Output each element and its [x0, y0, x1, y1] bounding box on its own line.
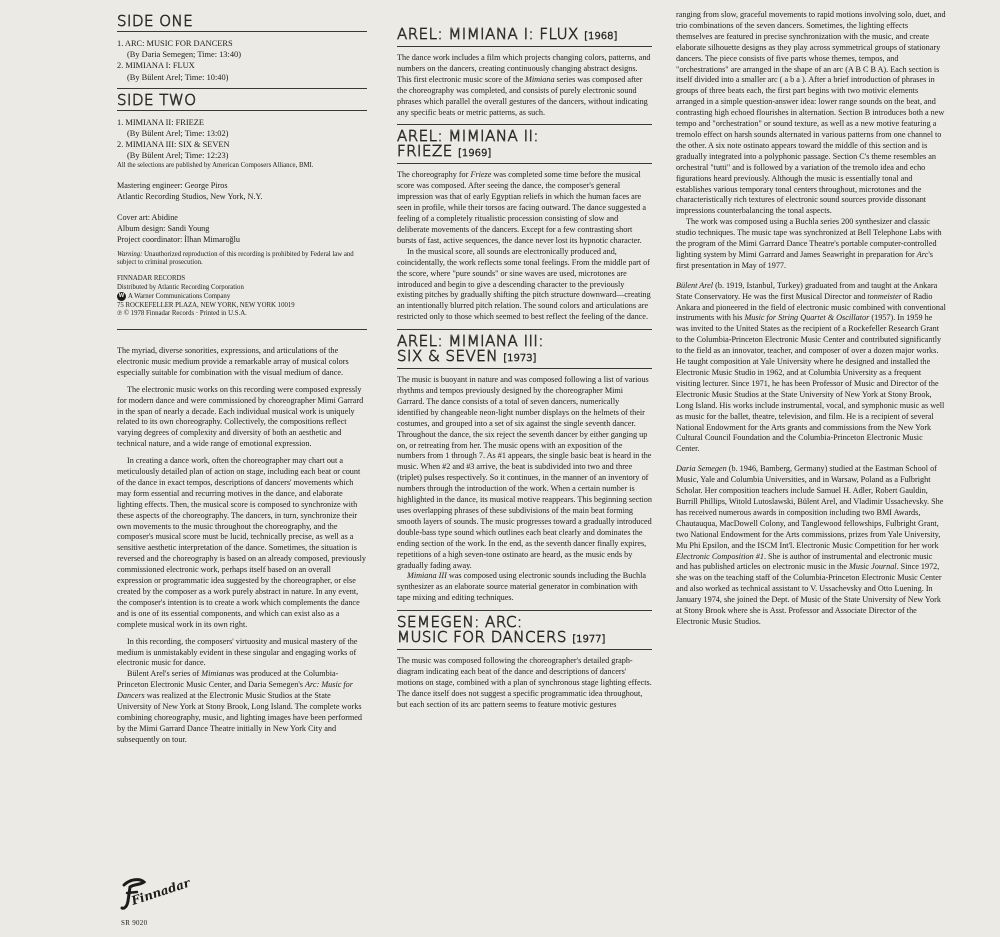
side-two-tracklist	[117, 117, 367, 162]
warning-label: Warning:	[117, 250, 143, 258]
album-design-credit: Album design: Sandi Young	[117, 223, 210, 233]
text-run-italic: Bülent Arel	[676, 280, 714, 290]
right-column	[676, 0, 946, 628]
flux-heading-text: AREL: MIMIANA I: FLUX	[397, 25, 579, 43]
text-run: The choreography for	[397, 170, 471, 180]
text-run-italic: Music for String Quartet & Oscillator	[744, 313, 870, 323]
frieze-heading-line-1: AREL: MIMIANA II:	[397, 127, 539, 146]
label-address: 75 ROCKEFELLER PLAZA, NEW YORK, NEW YORK 10019	[117, 301, 295, 309]
middle-column	[397, 0, 652, 711]
frieze-paragraph-2: In the musical score, all sounds are electronically produced and, coincidentally, the work reflects some tonal feelings. From the middle part of the score, where "pure sounds" or sine waves are used, microtones are introduced and begin to give a descending character to the previously existing pitches by gradually shifting the pitch structure downward—creating an intentionally blurred pitch relation. The sound colors and articulations are restricted only to those which seemed to best reflect the feeling of the dance.	[397, 246, 651, 322]
text-run: of Radio Ankara and pioneered in the field of electronic music combined with conventional instruments with his	[676, 291, 946, 323]
intro-paragraph-1: The myriad, diverse sonorities, expressions, and articulations of the electronic music medium provide a remarkable array of musical colors especially suitable for combination with the visual medium of dance.	[117, 345, 349, 377]
intro-paragraph-4: In this recording, the composers' virtuosity and musical mastery of the medium is unmistakably evident in these singular and engaging works of electronic music for dance.	[117, 636, 358, 668]
label-company	[117, 292, 367, 302]
publisher-note: All the selections are published by American Composers Alliance, BMI.	[117, 161, 314, 169]
text-run: series was composed after the choreography was completed, and consists of purely electronic sound phrases which parallel the overall gestures of the dancers, without indicating any specific beats or metric patterns, as such.	[397, 74, 648, 117]
frieze-year: [1969]	[458, 148, 492, 160]
arel-bio	[676, 281, 946, 456]
intro-paragraph-2: The electronic music works on this recording were composed expressly for modern dance and were commissioned by choreographer Mimi Garrard in the span of nearly a decade. Each individual musical work is uniquely related to its own choreography. Collectively, the compositions reflect varying degrees of complexity and diversity of both an aesthetic and technical nature, and a wide range of emotional expression.	[117, 384, 364, 449]
text-run-italic: Arc	[916, 249, 929, 259]
project-coordinator-credit: Project coordinator: İlhan Mimaroğlu	[117, 234, 241, 244]
mastering-engineer: Mastering engineer: George Piros	[117, 181, 228, 191]
arc-paragraph-1: The music was composed following the choreographer's detailed graph-diagram indicating each beat of the dance and descriptions of dancers' motions on stage, combined with a plan of synchronous stage lighting effects. The dance itself does not suggest a specific programmatic idea throughout, but each section of its arc pattern seems to feature motivic gestures	[397, 656, 652, 709]
text-run-italic: tonmeister	[867, 291, 902, 301]
intro-paragraph-5	[117, 669, 367, 745]
text-run: 's first presentation in May of 1977.	[676, 249, 933, 270]
arc-heading-line-1: SEMEGEN: ARC:	[397, 613, 523, 632]
arc-heading-text: MUSIC FOR DANCERS	[397, 628, 567, 647]
side-two-heading: SIDE TWO	[117, 90, 197, 109]
text-run: . Since 1972, she was on the teaching staff of the Columbia-Princeton Electronic Music Center and also worked as technical assistant to V. Ussachevsky and Otto Luening. In January 1974, she joined the Dept. of Music of the State University of New York at Stony Brook where she is Asst. Professor and Associate Director of the Electronic Music Studios.	[676, 562, 942, 626]
text-run-italic: Music Journal	[849, 562, 897, 572]
track-credit: (By Bülent Arel; Time: 12:23)	[127, 151, 229, 161]
track-credit: (By Daria Semegen; Time: 13:40)	[127, 50, 241, 60]
track-credit: (By Bülent Arel; Time: 10:40)	[127, 72, 229, 82]
text-run-italic: Mimiana III	[407, 571, 447, 581]
text-run: (1957). In 1959 he was invited to the United States as the recipient of a Rockefeller Research Grant to the Columbia-Princeton Electronic Music Center and contributed significantly to the field as an innovator, teacher, and composer of over a dozen major works. He taught composition at Yale University where he designed and installed the Electronic Music Studio in 1962, and at Columbia University as a frequent visiting lecturer. Since 1971, he has been Professor of Music and Director of the Electronic Music Studios at the State University of New York at Stony Brook, Long Island. His works include instrumental, vocal, and symphonic music as well as music for the ballet, theatre, television, and film. He is a recipient of several National Endowment for the Arts grants and commissions from the New York Cultural Council Foundation and the Columbia-Princeton Electronic Music Center.	[676, 313, 945, 454]
frieze-paragraph-1	[397, 170, 652, 246]
text-run: (b. 1919, Istanbul, Turkey) graduated from and taught at the Ankara State Conservatory. He was the first Musical Director and	[676, 280, 938, 301]
semegen-bio	[676, 464, 946, 628]
warner-logo-icon: W	[118, 293, 125, 300]
six-seven-heading-text: SIX & SEVEN	[397, 347, 498, 366]
text-run: was composed using electronic sounds including the Buchla synthesizer as an elaborate source material generator in combination with tape mixing and editing techniques.	[397, 571, 646, 603]
arc-year: [1977]	[572, 634, 606, 646]
left-column	[117, 0, 367, 746]
text-run: (b. 1946, Bamberg, Germany) studied at the Eastman School of Music, Yale and Columbia Universities, and in Warsaw, Poland as a Fulbright Scholar. Her composition teachers include Samuel H. Adler, Robert Gauldin, Burrill Phillips, Witold Lutoslawski, Bülent Arel, and Vladimir Ussachevsky. She has received numerous awards in composition including two BMI Awards, Chautauqua, MacDowell Colony, and Tanglewood fellowships, Fulbright Grant, two National Endowment for the Arts commissions, prizes from Yale University, Mu Phi Epsilon, and the ISCM Int'l. Electronic Music Competition for her work	[676, 464, 944, 550]
label-copyright: ℗ © 1978 Finnadar Records · Printed in U.S.A.	[117, 310, 247, 318]
text-run-italic: Electronic Composition #1	[676, 551, 764, 561]
text-run-italic: Daria Semegen	[676, 464, 727, 474]
six-seven-heading-line-1: AREL: MIMIANA III:	[397, 332, 544, 351]
text-run: was completed some time before the musical score was composed. After seeing the dance, the composer's general impression was that of early Egyptian reliefs in which the human faces are seen in profile, while their torsos are facing outward. The dance suggested a feeling of a completely ritualistic procession consisting of slow and deliberate movements of the dancers. Except for a few contrasting short bursts of fast, active sequences, the dance never lost its hypnotic character.	[397, 170, 647, 245]
text-run: Bülent Arel's series of	[127, 669, 202, 679]
track-credit: (By Bülent Arel; Time: 13:02)	[127, 129, 229, 139]
frieze-heading	[397, 144, 652, 161]
arc-heading	[397, 630, 652, 647]
text-run-italic: Mimianas	[201, 669, 234, 679]
flux-year: [1968]	[584, 31, 618, 42]
warning-text: Unauthorized reproduction of this recording is prohibited by Federal law and subject to criminal prosecution.	[117, 250, 354, 267]
text-run-italic: Frieze	[470, 170, 492, 180]
arc-paragraph-2: ranging from slow, graceful movements to rapid motions involving solo, duet, and trio combinations of the seven dancers. Sometimes, the lighting effects themselves are featured in precise synchronization with the music, and create elaborate silhouette designs as they play across symmetrical groups of stationary dancers. The piece consists of five parts whose themes, tempos, and "orchestrations" are arranged in the shape of an arc (A B C B A). Each section is itself divided into a smaller arc ( a b a ). After a brief introduction of phrases in groups of three beats each, the first part begins with two motivic elements arranged in a simple question-answer idea: lower range sounds on the beat, and contrasting high echoed flourishes in alternation. Section B introduces both a new tempo and "orchestration" or sound texture, as well as a new motive featuring a tremolo effect on harsh sounds alternated in various patterns from one channel to the other. A six note ostinato appears toward the middle of this section and is gradually integrated into a polyphonic passage. Section C's theme resembles an orchestral "tutti" and is followed by a variation of the tremolo idea and echo figurations heard previously. Although the music is essentially tonal and establishes various temporary tonal centers throughout, microtones and the characteristically rich textures of electronic sound sources provide dissonant impressions counterbalancing the tonal aspects.	[676, 10, 946, 216]
track-title: 2. MIMIANA III: SIX & SEVEN	[117, 140, 230, 150]
text-run: The dance work includes a film which projects changing colors, patterns, and numbers on the dancers, creating continuously changing abstract designs. This first electronic music score of the	[397, 53, 651, 84]
arc-paragraph-3	[676, 217, 946, 272]
intro-paragraph-3: In creating a dance work, often the choreographer may chart out a meticulously detailed plan of action on stage, including each beat or count of the dance in exact tempos, descriptions of dancers' movements which may form essential and recurring motives in the dance, and elaborate lighting effects. Then, the musical score is composed to synchronize with these aspects of the choreography. The dancers, in turn, synchronize their own movements to the music throughout the choreography, and the composer's musical score must be lucid, technically precise, as well as a sensitive aesthetic interpretation of the dance. Sometimes, the situation is reversed and the choreography is based on an already composed, previously commissioned electronic work, perhaps itself based on an overall expression or programmatic idea suggested by the choreographer, or else created by the composer as a work purely abstract in nature. In any event, the composer's intention is to create a work which complements the dance and is one of its essential components, and which can exist also as a complete musical work in its own right.	[117, 456, 366, 629]
mastering-studio: Atlantic Recording Studios, New York, N.Y.	[117, 192, 263, 202]
text-run: was realized at the Electronic Music Studios at the State University of New York at Stony Brook, Long Island. The complete works combining choreography, music, and lighting images have been performed by the Mimi Garrard Dance Theatre initially in New York City and subsequently on tour.	[117, 691, 363, 744]
text-run: The work was composed using a Buchla series 200 synthesizer and classic studio techniques. The music tape was synchronized at Bell Telephone Labs with the program of the Mimi Garrard Dance Theatre's portable computer-controlled lighting system by Mimi Garrard and James Seawright in preparation for	[676, 217, 942, 259]
cover-art-credit: Cover art: Abidine	[117, 213, 178, 223]
track-title: 1. MIMIANA II: FRIEZE	[117, 117, 205, 127]
side-one-tracklist	[117, 38, 367, 83]
text-run: was produced at the Columbia-Princeton Electronic Music Center, and Daria Semegen's	[117, 669, 339, 690]
text-run-italic: Mimiana	[525, 74, 555, 84]
logo-text: Finnadar	[129, 875, 192, 908]
flux-heading	[397, 27, 652, 44]
track-title: 1. ARC: MUSIC FOR DANCERS	[117, 39, 233, 48]
flux-paragraph	[397, 53, 652, 118]
label-company-text: A Warner Communications Company	[128, 293, 231, 301]
track-title: 2. MIMIANA I: FLUX	[117, 61, 195, 71]
frieze-heading-text: FRIEZE	[397, 142, 453, 161]
text-run-italic: Arc: Music for Dancers	[117, 680, 353, 701]
side-one-heading: SIDE ONE	[117, 12, 194, 30]
warning-notice	[117, 251, 367, 268]
six-seven-paragraph-1: The music is buoyant in nature and was composed following a list of various rhythms and tempos previously designed by the choreographer Mimi Garrard. The dance consists of a total of seven dancers, numerically identified by changeable neon-light number displays on the helmets of their costumes, and grouped into a set of six against the single seventh dancer. Throughout the dance, the six reject the seventh dancer by either ganging up on, or retreating from her. The music opens with an exposition of the numbers from 1 through 7. As #1 appears, the single basic beat is heard in the music. When #2 and #3 arrive, the beat is subdivided into two and three (triplet) pulses respectively. So it continues, in the manner of an inventory of numbers through the introduction of the work. When a certain number is highlighted in the dance, its musical motive reappears. This beginning section uses overlapping phrases of these subdivisions of the main beat forming smooth layers of sounds. The music progresses toward a gradually introduced double-bass type sound which outlines each beat clearly and dominates the ending section of the work. In the end, as the seventh dancer finally expires, repetitions of a high seven-tone ostinato are heard, as the music ends by gradually fading away.	[397, 375, 652, 570]
catalog-number: SR 9020	[121, 919, 148, 927]
label-name: FINNADAR RECORDS	[117, 274, 186, 282]
six-seven-year: [1973]	[503, 353, 537, 365]
label-distributor: Distributed by Atlantic Recording Corporation	[117, 283, 244, 291]
six-seven-heading	[397, 349, 652, 366]
finnadar-logo-icon	[120, 875, 192, 917]
six-seven-paragraph-2	[397, 571, 652, 604]
text-run: . She is author of instrumental and electronic music and has published articles on electronic music in the	[676, 551, 933, 572]
